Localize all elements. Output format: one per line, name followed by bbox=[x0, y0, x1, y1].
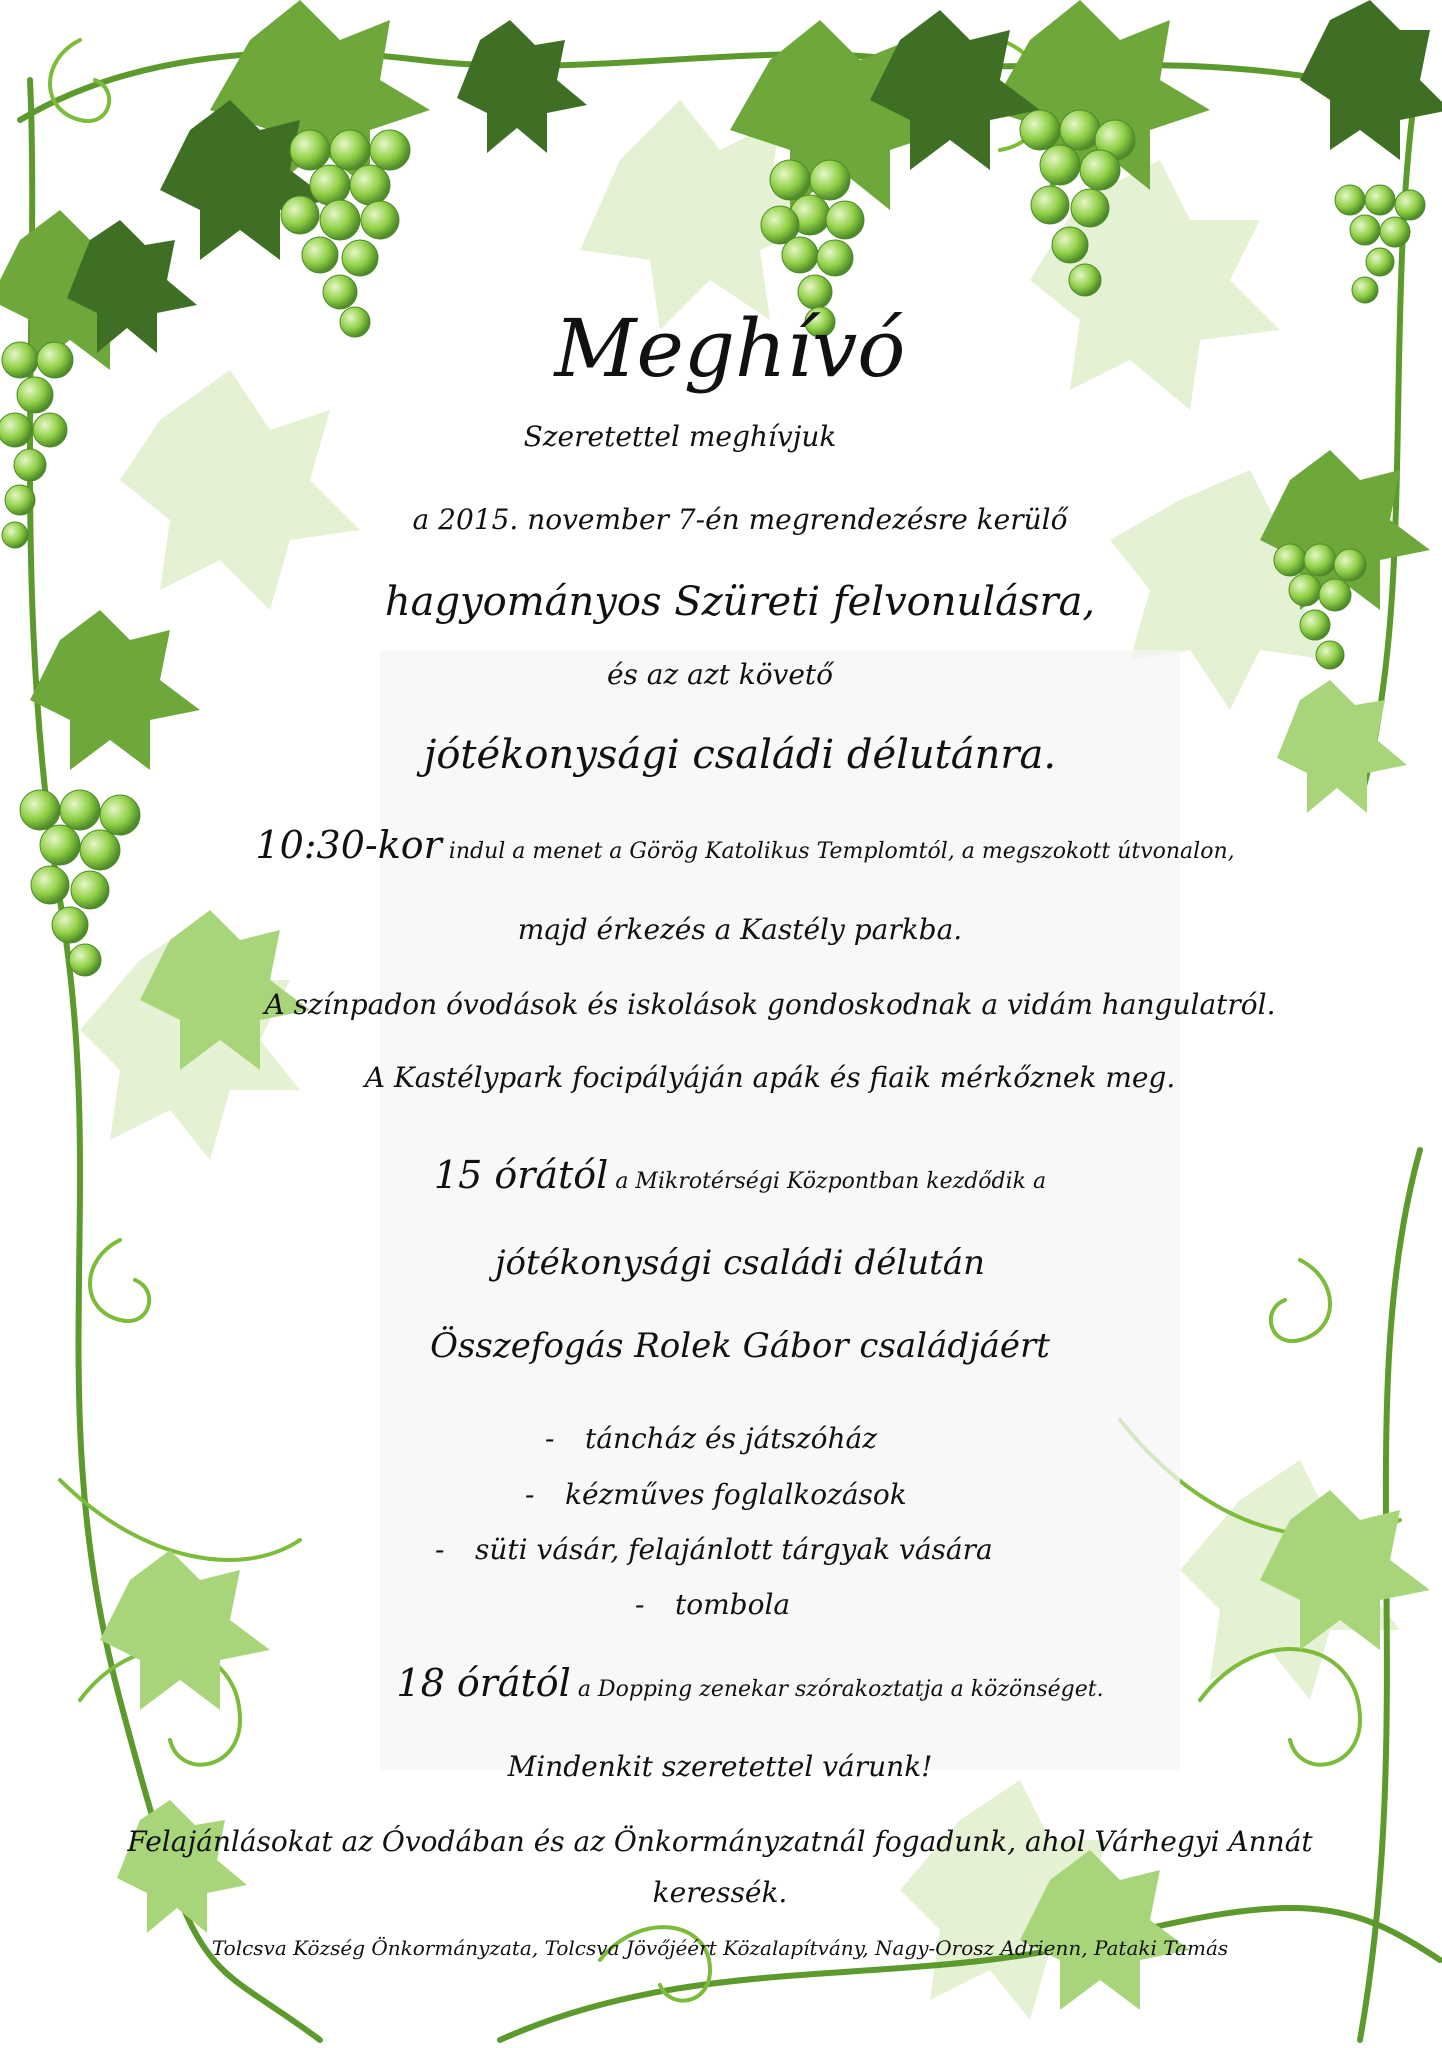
invitation-line-5: jótékonysági családi délutánra. bbox=[423, 732, 1057, 778]
offers-line-2: keressék. bbox=[652, 1876, 788, 1909]
evening-text: a Dopping zenekar szórakoztatja a közönséget. bbox=[570, 1677, 1104, 1702]
program-item-2-label: kézműves foglalkozások bbox=[565, 1478, 907, 1511]
arrival-line: majd érkezés a Kastély parkba. bbox=[517, 913, 963, 946]
invitation-line-2: a 2015. november 7-én megrendezésre kerülő bbox=[412, 503, 1068, 536]
football-line: A Kastélypark focipályáján apák és fiaik mérkőznek meg. bbox=[364, 1061, 1176, 1094]
program-item-4: - tombola bbox=[635, 1588, 791, 1621]
march-text: indul a menet a Görög Katolikus Templomtól, a megszokott útvonalon, bbox=[441, 839, 1235, 864]
offers-line-1: Felajánlásokat az Óvodában és az Önkormányzatnál fogadunk, ahol Várhegyi Annát bbox=[127, 1825, 1313, 1858]
invitation-line-4: és az azt követő bbox=[606, 658, 834, 691]
afternoon-line bbox=[300, 1155, 1180, 1197]
charity-title: jótékonysági családi délután bbox=[495, 1243, 985, 1283]
program-item-3-label: süti vásár, felajánlott tárgyak vására bbox=[475, 1533, 993, 1566]
invitation-title: Meghívó bbox=[554, 302, 906, 395]
organizers-line: Tolcsva Község Önkormányzata, Tolcsva Jövőjéért Közalapítvány, Nagy-Orosz Adrienn, Pataki Tamás bbox=[211, 1936, 1229, 1960]
program-item-1: - táncház és játszóház bbox=[545, 1422, 877, 1455]
cause-line: Összefogás Rolek Gábor családjáért bbox=[430, 1326, 1050, 1366]
march-time: 10:30-kor bbox=[255, 823, 442, 867]
afternoon-time: 15 órától bbox=[433, 1153, 609, 1197]
program-item-1-label: táncház és játszóház bbox=[585, 1422, 877, 1455]
program-item-4-label: tombola bbox=[675, 1588, 791, 1621]
welcome-line: Mindenkit szeretettel várunk! bbox=[507, 1750, 933, 1783]
program-item-2: - kézműves foglalkozások bbox=[525, 1478, 907, 1511]
evening-line bbox=[280, 1663, 1220, 1705]
evening-time: 18 órától bbox=[396, 1661, 571, 1705]
stage-line: A színpadon óvodások és iskolások gondoskodnak a vidám hangulatról. bbox=[264, 988, 1276, 1021]
afternoon-text: a Mikrotérségi Központban kezdődik a bbox=[608, 1169, 1047, 1194]
program-item-3: - süti vásár, felajánlott tárgyak vására bbox=[435, 1533, 993, 1566]
march-line bbox=[170, 825, 1320, 867]
invitation-line-3: hagyományos Szüreti felvonulásra, bbox=[384, 579, 1096, 625]
invitation-line-1: Szeretettel meghívjuk bbox=[523, 420, 837, 453]
